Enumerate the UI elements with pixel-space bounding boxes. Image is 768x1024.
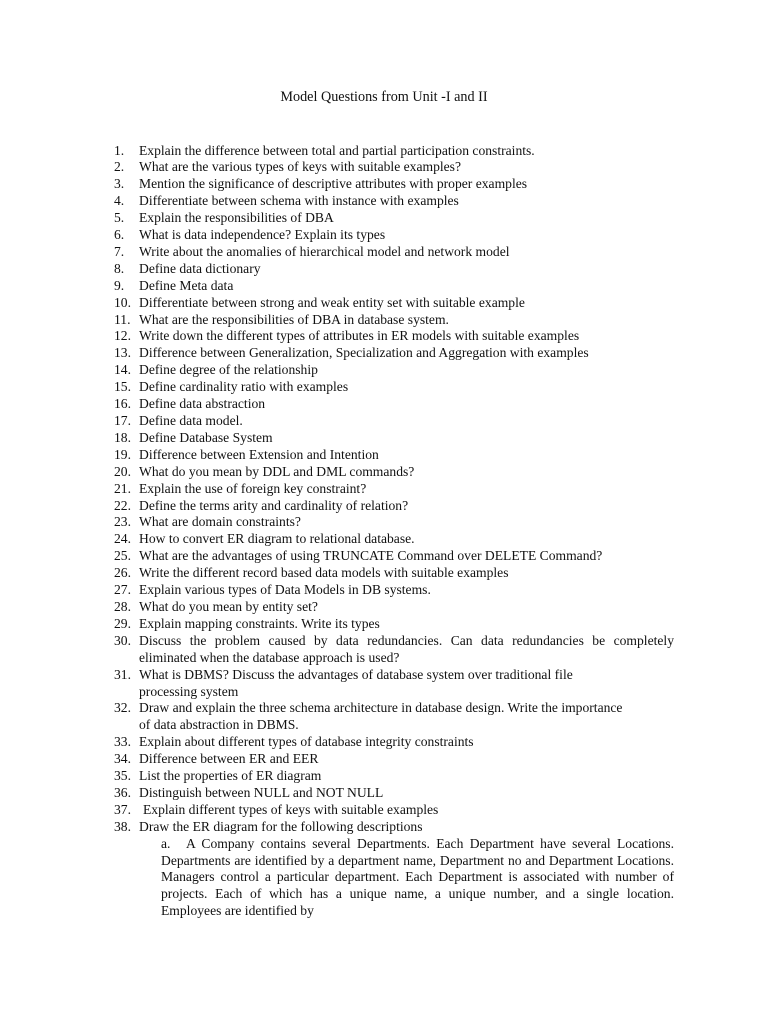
question-number: 36. (114, 784, 131, 800)
question-text: Differentiate between strong and weak entity set with suitable example (139, 294, 525, 310)
question-item (114, 312, 674, 329)
question-text: What are the responsibilities of DBA in database system. (139, 311, 449, 327)
question-number: 28. (114, 598, 131, 614)
question-item (114, 227, 674, 244)
question-text: Difference between ER and EER (139, 751, 319, 767)
question-number: 35. (114, 768, 131, 784)
question-text: Write about the anomalies of hierarchical model and network model (139, 243, 510, 259)
question-item (114, 582, 674, 599)
question-item (114, 396, 674, 413)
question-number: 30. (114, 632, 131, 648)
question-item (114, 464, 674, 481)
question-item (114, 159, 674, 176)
question-text: What do you mean by DDL and DML commands? (139, 463, 415, 479)
question-item (114, 565, 674, 582)
question-number: 31. (114, 666, 131, 682)
question-number: 14. (114, 362, 131, 378)
question-number: 7. (114, 243, 125, 259)
question-text: How to convert ER diagram to relational database. (139, 531, 415, 547)
question-text: Explain the use of foreign key constraint? (139, 480, 367, 496)
question-list (114, 143, 674, 921)
question-text: Difference between Extension and Intention (139, 446, 379, 462)
question-item (114, 802, 674, 819)
question-number: 4. (114, 193, 125, 209)
question-item (114, 244, 674, 261)
question-number: 10. (114, 294, 131, 310)
question-number: 37. (114, 801, 131, 817)
question-text: Explain different types of keys with suitable examples (143, 801, 439, 817)
page-title: Model Questions from Unit -I and II (280, 89, 488, 105)
question-item (114, 176, 674, 193)
question-item (114, 430, 674, 447)
question-text: Write the different record based data models with suitable examples (139, 565, 509, 581)
question-text: Explain about different types of database integrity constraints (139, 734, 474, 750)
question-number: 1. (114, 142, 125, 158)
question-text: Define degree of the relationship (139, 362, 318, 378)
question-number: 33. (114, 734, 131, 750)
question-number: 11. (114, 311, 131, 327)
question-text: Define the terms arity and cardinality of relation? (139, 497, 409, 513)
question-text: What are domain constraints? (139, 514, 301, 530)
question-text: What are the advantages of using TRUNCATE Command over DELETE Command? (139, 548, 603, 564)
question-item (114, 447, 674, 464)
question-text: Define cardinality ratio with examples (139, 379, 349, 395)
question-text: Explain the difference between total and partial participation constraints. (139, 142, 535, 158)
question-number: 16. (114, 396, 131, 412)
question-item (114, 261, 674, 278)
question-number: 25. (114, 548, 131, 564)
question-text: Define data model. (139, 413, 243, 428)
question-number: 2. (114, 159, 125, 175)
question-text: Distinguish between NULL and NOT NULL (139, 784, 384, 800)
question-number: 19. (114, 446, 131, 462)
question-text: Define data dictionary (139, 260, 261, 276)
question-item (114, 751, 674, 768)
question-item (114, 278, 674, 295)
question-item (114, 193, 674, 210)
question-number: 27. (114, 582, 131, 598)
question-number: 18. (114, 429, 131, 445)
question-text: Write down the different types of attributes in ER models with suitable examples (139, 328, 580, 344)
question-item (114, 362, 674, 379)
question-text: Draw the ER diagram for the following descriptions (139, 818, 423, 834)
question-item (114, 295, 674, 312)
question-item (114, 667, 674, 701)
question-text: Define Database System (139, 429, 273, 445)
question-number: 8. (114, 260, 125, 276)
question-item (114, 413, 674, 430)
question-number: 32. (114, 700, 131, 716)
question-text: Explain mapping constraints. Write its types (139, 615, 380, 631)
question-item (114, 531, 674, 548)
question-item (114, 785, 674, 802)
question-number: 5. (114, 210, 125, 226)
question-number: 13. (114, 345, 131, 361)
question-text: What is DBMS? Discuss the advantages of database system over traditional file processing system (139, 666, 573, 699)
question-item (114, 633, 674, 667)
question-number: 3. (114, 176, 125, 192)
question-number: 9. (114, 277, 125, 293)
question-text: What is data independence? Explain its types (139, 227, 386, 243)
question-item (114, 514, 674, 531)
question-number: 26. (114, 565, 131, 581)
question-text: Differentiate between schema with instance with examples (139, 193, 459, 209)
question-text: Draw and explain the three schema architecture in database design. Write the importance of data abstraction in DBMS. (139, 700, 623, 733)
question-number: 23. (114, 514, 131, 530)
question-item (114, 700, 674, 734)
question-number: 6. (114, 227, 125, 243)
sub-question-item (161, 836, 674, 921)
question-item (114, 379, 674, 396)
question-item (114, 599, 674, 616)
sub-question-list (114, 836, 674, 921)
question-number: 17. (114, 413, 131, 428)
question-number: 34. (114, 751, 131, 767)
question-text: Explain various types of Data Models in DB systems. (139, 582, 431, 598)
question-number: 20. (114, 463, 131, 479)
question-text: Explain the responsibilities of DBA (139, 210, 334, 226)
question-item (114, 734, 674, 751)
question-text: Discuss the problem caused by data redundancies. Can data redundancies be completely eliminated when the database approach is used? (139, 632, 674, 665)
question-text: Mention the significance of descriptive attributes with proper examples (139, 176, 528, 192)
question-text: List the properties of ER diagram (139, 768, 322, 784)
question-number: 29. (114, 615, 131, 631)
question-text: Difference between Generalization, Specialization and Aggregation with examples (139, 345, 589, 361)
sub-question-letter: a. (161, 835, 171, 851)
question-item (114, 548, 674, 565)
question-item (114, 498, 674, 515)
question-item (114, 143, 674, 160)
question-number: 38. (114, 818, 131, 834)
question-number: 15. (114, 379, 131, 395)
sub-question-text: A Company contains several Departments. Each Department have several Locations. Departments are identified by a department name, Department no and Department Locations. Managers control a particular department. Each Department is associated with number of projects. Each of which has a unique name, a unique number, and a single location. Employees are identified by (161, 835, 674, 919)
question-item (114, 819, 674, 836)
question-item (114, 328, 674, 345)
question-number: 21. (114, 480, 131, 496)
question-text: Define Meta data (139, 277, 234, 293)
question-item (114, 210, 674, 227)
question-number: 22. (114, 497, 131, 513)
question-item (114, 345, 674, 362)
question-number: 24. (114, 531, 131, 547)
question-item (114, 616, 674, 633)
question-item (114, 481, 674, 498)
question-text: Define data abstraction (139, 396, 266, 412)
question-number: 12. (114, 328, 131, 344)
question-text: What do you mean by entity set? (139, 598, 318, 614)
question-text: What are the various types of keys with suitable examples? (139, 159, 461, 175)
question-item (114, 768, 674, 785)
